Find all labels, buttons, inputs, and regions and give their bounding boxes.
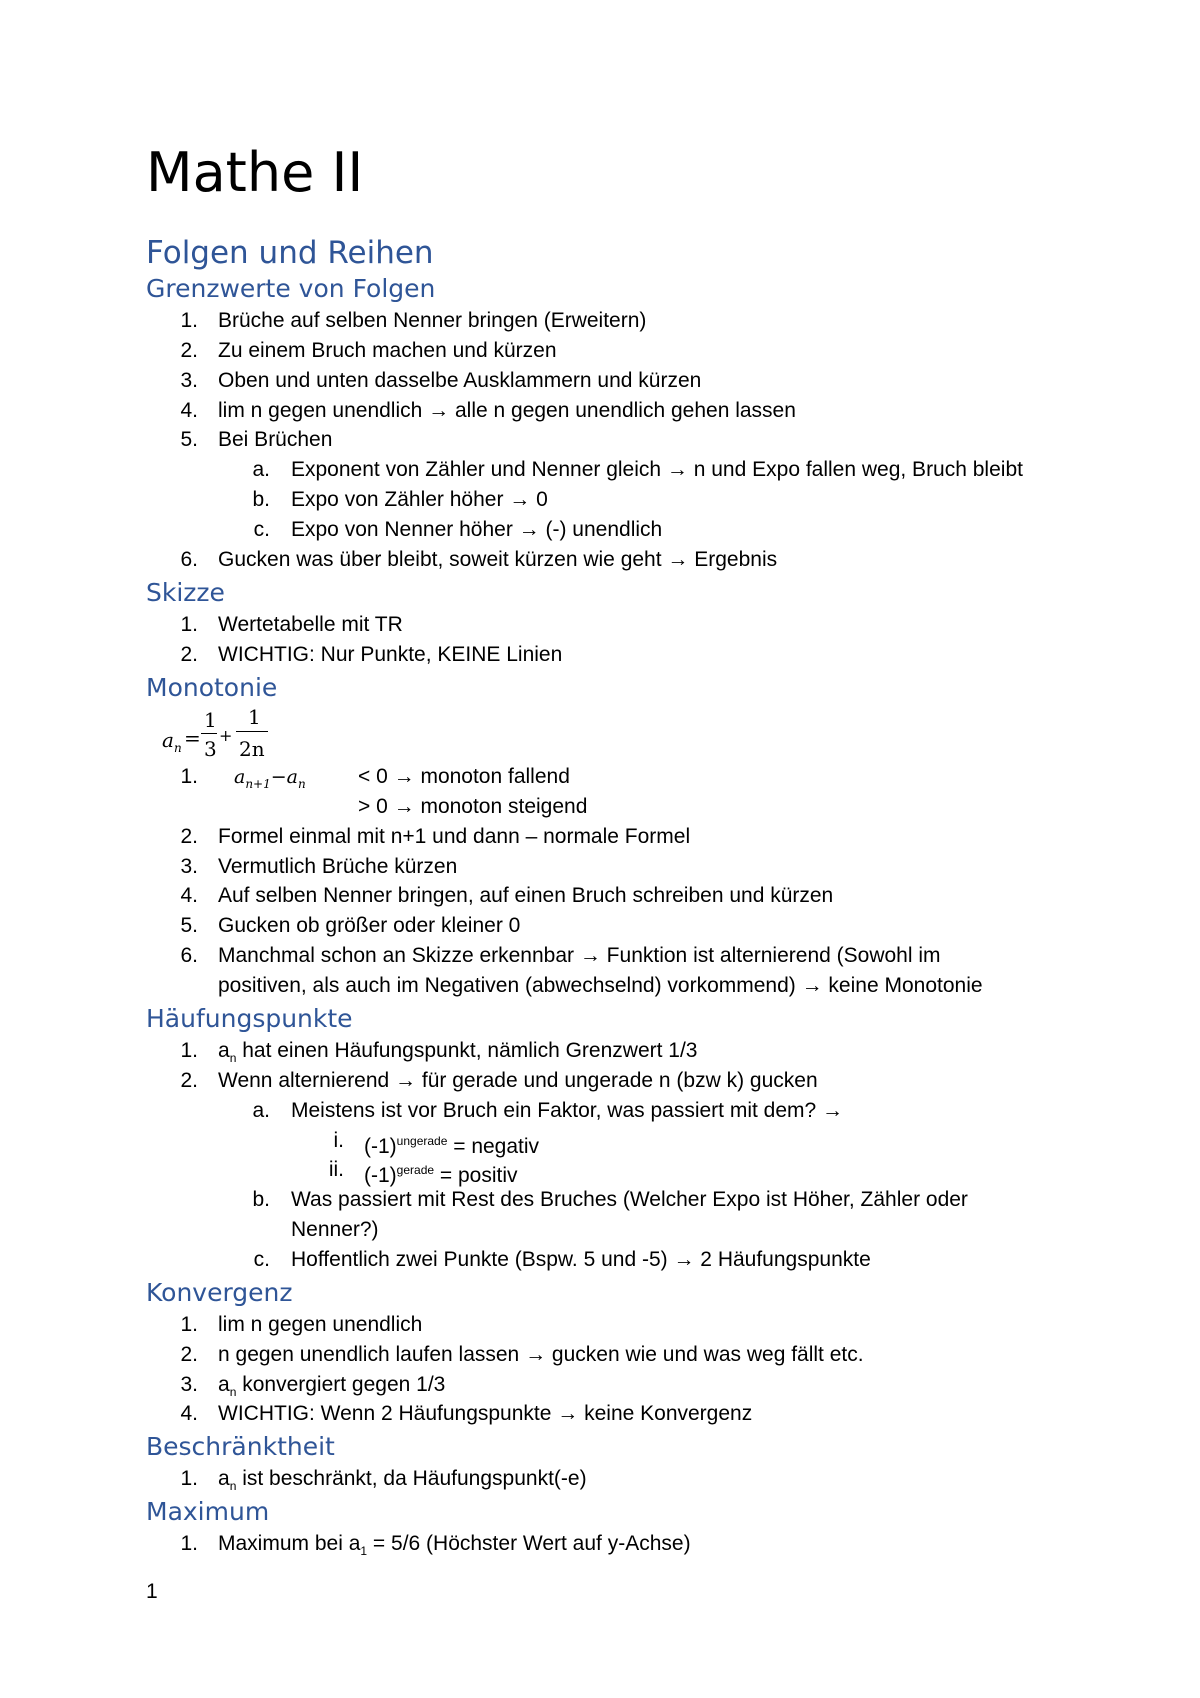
list-marker: c.	[253, 518, 270, 541]
section-heading: Folgen und Reihen	[146, 235, 434, 271]
list-text: Formel einmal mit n+1 und dann – normale Formel	[218, 825, 691, 848]
list-marker: b.	[252, 1188, 270, 1211]
plus-sign: +	[219, 726, 233, 745]
heading-konvergenz: Konvergenz	[146, 1278, 293, 1307]
list-text: $a_n$ hat einen Häufungspunkt, nämlich Grenzwert 1/3	[218, 1039, 698, 1066]
list-text: positiven, als auch im Negativen (abwechselnd) vorkommend) → keine Monotonie	[218, 974, 983, 997]
list-text: Vermutlich Brüche kürzen	[218, 855, 458, 878]
list-text: Brüche auf selben Nenner bringen (Erweitern)	[218, 309, 647, 332]
list-marker: 3.	[180, 1373, 198, 1396]
list-text: $(-1)^{ungerade}$ = negativ	[364, 1134, 540, 1158]
list-marker: 4.	[180, 1402, 198, 1425]
list-text: Maximum bei $a_1 = 5/6$ (Höchster Wert auf y-Achse)	[218, 1532, 691, 1559]
list-marker: 6.	[180, 944, 198, 967]
list-marker: a.	[252, 1099, 270, 1122]
heading-maximum: Maximum	[146, 1497, 270, 1526]
fraction-numerator: 1	[204, 708, 217, 732]
list-text: Auf selben Nenner bringen, auf einen Bruch schreiben und kürzen	[218, 884, 834, 907]
formula-difference: $a_{n+1}-a_n$	[234, 766, 306, 791]
list-marker: 2.	[180, 643, 198, 666]
list-text: Expo von Nenner höher → (-) unendlich	[291, 518, 663, 541]
list-text: Zu einem Bruch machen und kürzen	[218, 339, 557, 362]
fraction-numerator: 1	[248, 705, 261, 729]
formula-lhs: $a_n$	[162, 728, 182, 755]
fraction-bar	[201, 733, 217, 734]
list-text: Meistens ist vor Bruch ein Faktor, was passiert mit dem? →	[291, 1099, 844, 1122]
list-marker: 5.	[180, 914, 198, 937]
list-marker: 4.	[180, 399, 198, 422]
list-text: > 0 → monoton steigend	[358, 795, 588, 818]
list-marker: 1.	[180, 1467, 198, 1490]
list-marker: 1.	[180, 765, 198, 788]
heading-haeufungspunkte: Häufungspunkte	[146, 1004, 353, 1033]
list-marker: 3.	[180, 855, 198, 878]
fraction-bar	[236, 731, 268, 732]
list-text: Oben und unten dasselbe Ausklammern und kürzen	[218, 369, 702, 392]
heading-grenzwerte: Grenzwerte von Folgen	[146, 274, 436, 303]
document-title: Mathe II	[146, 141, 364, 204]
list-text: Wenn alternierend → für gerade und ungerade n (bzw k) gucken	[218, 1069, 818, 1092]
list-text: Bei Brüchen	[218, 428, 333, 451]
heading-monotonie: Monotonie	[146, 673, 278, 702]
list-marker: c.	[253, 1248, 270, 1271]
list-text: $(-1)^{gerade}$ = positiv	[364, 1163, 518, 1187]
list-text: Wertetabelle mit TR	[218, 613, 403, 636]
list-marker: 2.	[180, 1069, 198, 1092]
list-text: $a_n$ konvergiert gegen 1/3	[218, 1373, 446, 1400]
list-marker: a.	[252, 458, 270, 481]
list-marker: i.	[333, 1129, 344, 1152]
list-text: Was passiert mit Rest des Bruches (Welcher Expo ist Höher, Zähler oder	[291, 1188, 968, 1211]
list-marker: 1.	[180, 1532, 198, 1555]
heading-beschraenktheit: Beschränktheit	[146, 1432, 335, 1461]
list-marker: 6.	[180, 548, 198, 571]
list-text: Gucken ob größer oder kleiner 0	[218, 914, 521, 937]
list-marker: 1.	[180, 1039, 198, 1062]
list-marker: 4.	[180, 884, 198, 907]
heading-skizze: Skizze	[146, 578, 225, 607]
list-text: Expo von Zähler höher → 0	[291, 488, 548, 511]
list-marker: 2.	[180, 1343, 198, 1366]
list-marker: 1.	[180, 1313, 198, 1336]
list-text: lim n gegen unendlich → alle n gegen unendlich gehen lassen	[218, 399, 796, 422]
list-marker: ii.	[328, 1158, 344, 1181]
list-text: Gucken was über bleibt, soweit kürzen wie geht → Ergebnis	[218, 548, 778, 571]
list-marker: 5.	[180, 428, 198, 451]
list-marker: b.	[252, 488, 270, 511]
list-text: n gegen unendlich laufen lassen → gucken wie und was weg fällt etc.	[218, 1343, 864, 1366]
fraction-denominator: 3	[204, 737, 217, 761]
list-text: $a_n$ ist beschränkt, da Häufungspunkt(-e)	[218, 1467, 587, 1494]
list-marker: 1.	[180, 613, 198, 636]
equals-sign: =	[184, 726, 201, 750]
list-text: < 0 → monoton fallend	[358, 765, 570, 788]
list-marker: 2.	[180, 825, 198, 848]
list-marker: 3.	[180, 369, 198, 392]
list-text: WICHTIG: Nur Punkte, KEINE Linien	[218, 643, 563, 666]
fraction-denominator: 2n	[239, 737, 265, 761]
list-text: Manchmal schon an Skizze erkennbar → Funktion ist alternierend (Sowohl im	[218, 944, 941, 967]
list-text: lim n gegen unendlich	[218, 1313, 423, 1336]
page-number: 1	[146, 1580, 158, 1603]
list-marker: 2.	[180, 339, 198, 362]
list-marker: 1.	[180, 309, 198, 332]
list-text: Hoffentlich zwei Punkte (Bspw. 5 und -5) → 2 Häufungspunkte	[291, 1248, 871, 1271]
list-text: Nenner?)	[291, 1218, 379, 1241]
list-text: WICHTIG: Wenn 2 Häufungspunkte → keine Konvergenz	[218, 1402, 753, 1425]
list-text: Exponent von Zähler und Nenner gleich → n und Expo fallen weg, Bruch bleibt	[291, 458, 1023, 481]
